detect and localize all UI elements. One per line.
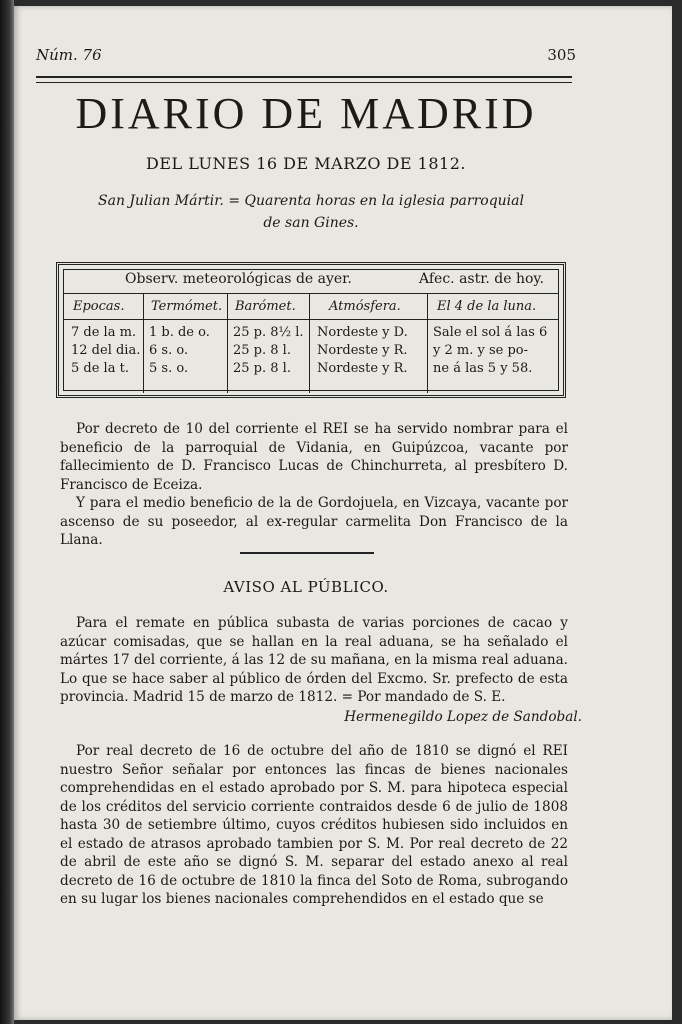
aviso-body (60, 614, 568, 707)
weather-heading-divider (63, 293, 559, 294)
weather-cell-r2-epoca: 12 del dia. (71, 343, 141, 358)
weather-cell-r1-baro: 25 p. 8½ l. (233, 325, 304, 340)
date-line: DEL LUNES 16 DE MARZO DE 1812. (146, 154, 466, 173)
page-binding-edge (0, 0, 14, 1024)
aviso-signature: Hermenegildo Lopez de Sandobal. (344, 709, 582, 725)
weather-cell-r1-termo: 1 b. de o. (149, 325, 210, 340)
weather-cell-r3-atmos: Nordeste y R. (317, 361, 408, 376)
weather-col-header-luna: El 4 de la luna. (437, 299, 537, 314)
weather-col-header-atmosfera: Atmósfera. (329, 299, 401, 314)
weather-cell-r3-termo: 5 s. o. (149, 361, 189, 376)
weather-columns-divider (63, 319, 559, 320)
weather-heading-observations: Observ. meteorológicas de ayer. (125, 271, 352, 287)
weather-cell-r2-atmos: Nordeste y R. (317, 343, 408, 358)
weather-col-line-3 (309, 293, 310, 393)
saint-line-2: de san Gines. (263, 215, 359, 231)
header-rule (36, 76, 572, 83)
weather-col-line-1 (143, 293, 144, 393)
weather-cell-r3-baro: 25 p. 8 l. (233, 361, 291, 376)
weather-cell-r1-atmos: Nordeste y D. (317, 325, 408, 340)
weather-col-line-2 (227, 293, 228, 393)
aviso-heading: AVISO AL PÚBLICO. (223, 578, 389, 596)
weather-cell-r1-epoca: 7 de la m. (71, 325, 137, 340)
newspaper-title: DIARIO DE MADRID (75, 89, 537, 138)
real-decree-section (60, 742, 568, 909)
decree-gordojuela-paragraph: Y para el medio beneficio de la de Gordojuela, en Vizcaya, vacante por ascenso de su poseedor, al ex-regular carmelita Don Francisco de la Llana. (60, 495, 568, 548)
weather-col-line-4 (427, 293, 428, 393)
saint-of-day (56, 190, 566, 234)
weather-cell-r3-luna: ne á las 5 y 58. (433, 361, 533, 376)
weather-cell-r3-epoca: 5 de la t. (71, 361, 129, 376)
weather-cell-r1-luna: Sale el sol á las 6 (433, 325, 548, 340)
aviso-paragraph: Para el remate en pública subasta de varias porciones de cacao y azúcar comisadas, que se hallan en la real aduana, se ha señalado el mártes 17 del corriente, á las 12 de su mañana, en la misma real aduana. Lo que se hace saber al público de órden del Excmo. Sr. prefecto de esta provincia. Madrid 15 de marzo de 1812. = Por mandado de S. E. (60, 615, 568, 705)
weather-cell-r2-baro: 25 p. 8 l. (233, 343, 291, 358)
weather-col-header-barometro: Barómet. (235, 299, 296, 314)
weather-table (56, 262, 566, 398)
weather-col-header-epocas: Epocas. (73, 299, 125, 314)
page-number: 305 (547, 46, 576, 64)
page-header (36, 46, 576, 66)
decree-vidania-paragraph: Por decreto de 10 del corriente el REI se ha servido nombrar para el beneficio de la parroquial de Vidania, en Guipúzcoa, vacante por fallecimiento de D. Francisco Lucas de Chinchurreta, al presbítero D. Francisco de Eceiza. (60, 421, 568, 493)
real-decree-paragraph: Por real decreto de 16 de octubre del año de 1810 se dignó el REI nuestro Señor señalar por entonces las fincas de bienes nacionales comprehendidas en el estado aprobado por S. M. para hipoteca especial de los créditos del servicio corriente contraidos desde 6 de julio de 1808 hasta 30 de setiembre último, cuyos créditos hubiesen sido incluidos en el estado de atrasos aprobado tambien por S. M. Por real decreto de 22 de abril de este año se dignó S. M. separar del estado anexo al real decreto de 16 de octubre de 1810 la finca del Soto de Roma, subrogando en su lugar los bienes nacionales comprehendidos en el estado que se (60, 743, 568, 907)
decree-appointments (60, 420, 568, 550)
section-divider (240, 552, 374, 554)
issue-number: Núm. 76 (36, 46, 102, 64)
weather-heading-astro: Afec. astr. de hoy. (419, 271, 544, 287)
weather-cell-r2-luna: y 2 m. y se po- (433, 343, 528, 358)
saint-line-1: San Julian Mártir. = Quarenta horas en la iglesia parroquial (98, 193, 524, 209)
weather-cell-r2-termo: 6 s. o. (149, 343, 189, 358)
weather-col-header-termometro: Termómet. (151, 299, 223, 314)
